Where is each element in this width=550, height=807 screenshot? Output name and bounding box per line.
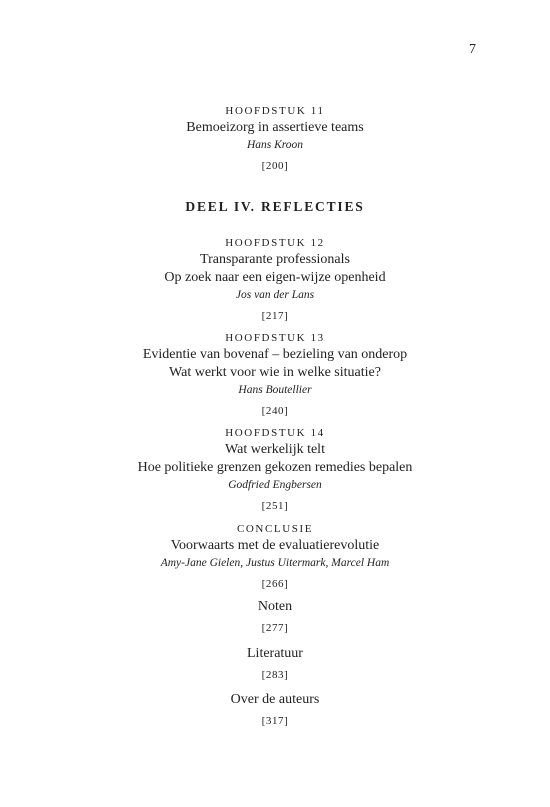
chapter-title: Evidentie van bovenaf – bezieling van onderop: [142, 347, 408, 362]
back-matter-title: Over de auteurs: [230, 692, 320, 707]
chapter-author: Godfried Engbersen: [228, 479, 322, 491]
toc-entry-chapter-13: [0, 330, 550, 420]
chapter-subtitle: Wat werkt voor wie in welke situatie?: [169, 365, 381, 380]
back-matter-page-ref: [277]: [261, 622, 289, 634]
chapter-title: Transparante professionals: [200, 252, 350, 267]
chapter-title: Bemoeizorg in assertieve teams: [186, 120, 364, 135]
chapter-author: Hans Kroon: [246, 139, 304, 151]
chapter-author: Amy-Jane Gielen, Justus Uitermark, Marcel Ham: [160, 557, 390, 569]
toc-entry-notes: [0, 598, 550, 637]
back-matter-page-ref: [283]: [261, 669, 289, 681]
chapter-subtitle: Hoe politieke grenzen gekozen remedies bepalen: [137, 460, 413, 475]
chapter-page-ref: [217]: [261, 310, 289, 322]
back-matter-title: Noten: [257, 599, 293, 614]
toc-entry-about-authors: [0, 691, 550, 730]
toc-entry-conclusion: [0, 521, 550, 593]
toc-entry-chapter-11: [0, 103, 550, 175]
chapter-label: HOOFDSTUK 11: [225, 105, 325, 117]
chapter-author: Jos van der Lans: [235, 289, 315, 301]
chapter-page-ref: [200]: [261, 160, 289, 172]
chapter-page-ref: [251]: [261, 500, 289, 512]
chapter-label: HOOFDSTUK 12: [225, 237, 325, 249]
chapter-subtitle: Op zoek naar een eigen-wijze openheid: [164, 270, 386, 285]
back-matter-page-ref: [317]: [261, 715, 289, 727]
chapter-title: Wat werkelijk telt: [225, 442, 325, 457]
chapter-label: HOOFDSTUK 14: [225, 427, 325, 439]
chapter-label: HOOFDSTUK 13: [225, 332, 325, 344]
chapter-title: Voorwaarts met de evaluatierevolutie: [170, 538, 380, 553]
chapter-author: Hans Boutellier: [238, 384, 312, 396]
section-heading: DEEL IV. REFLECTIES: [185, 199, 365, 214]
toc-entry-chapter-12: [0, 235, 550, 325]
page-number: 7: [469, 42, 476, 57]
chapter-label: CONCLUSIE: [236, 523, 314, 535]
back-matter-title: Literatuur: [247, 646, 303, 661]
chapter-page-ref: [240]: [261, 405, 289, 417]
toc-entry-chapter-14: [0, 425, 550, 515]
chapter-page-ref: [266]: [261, 578, 289, 590]
toc-entry-literature: [0, 645, 550, 684]
